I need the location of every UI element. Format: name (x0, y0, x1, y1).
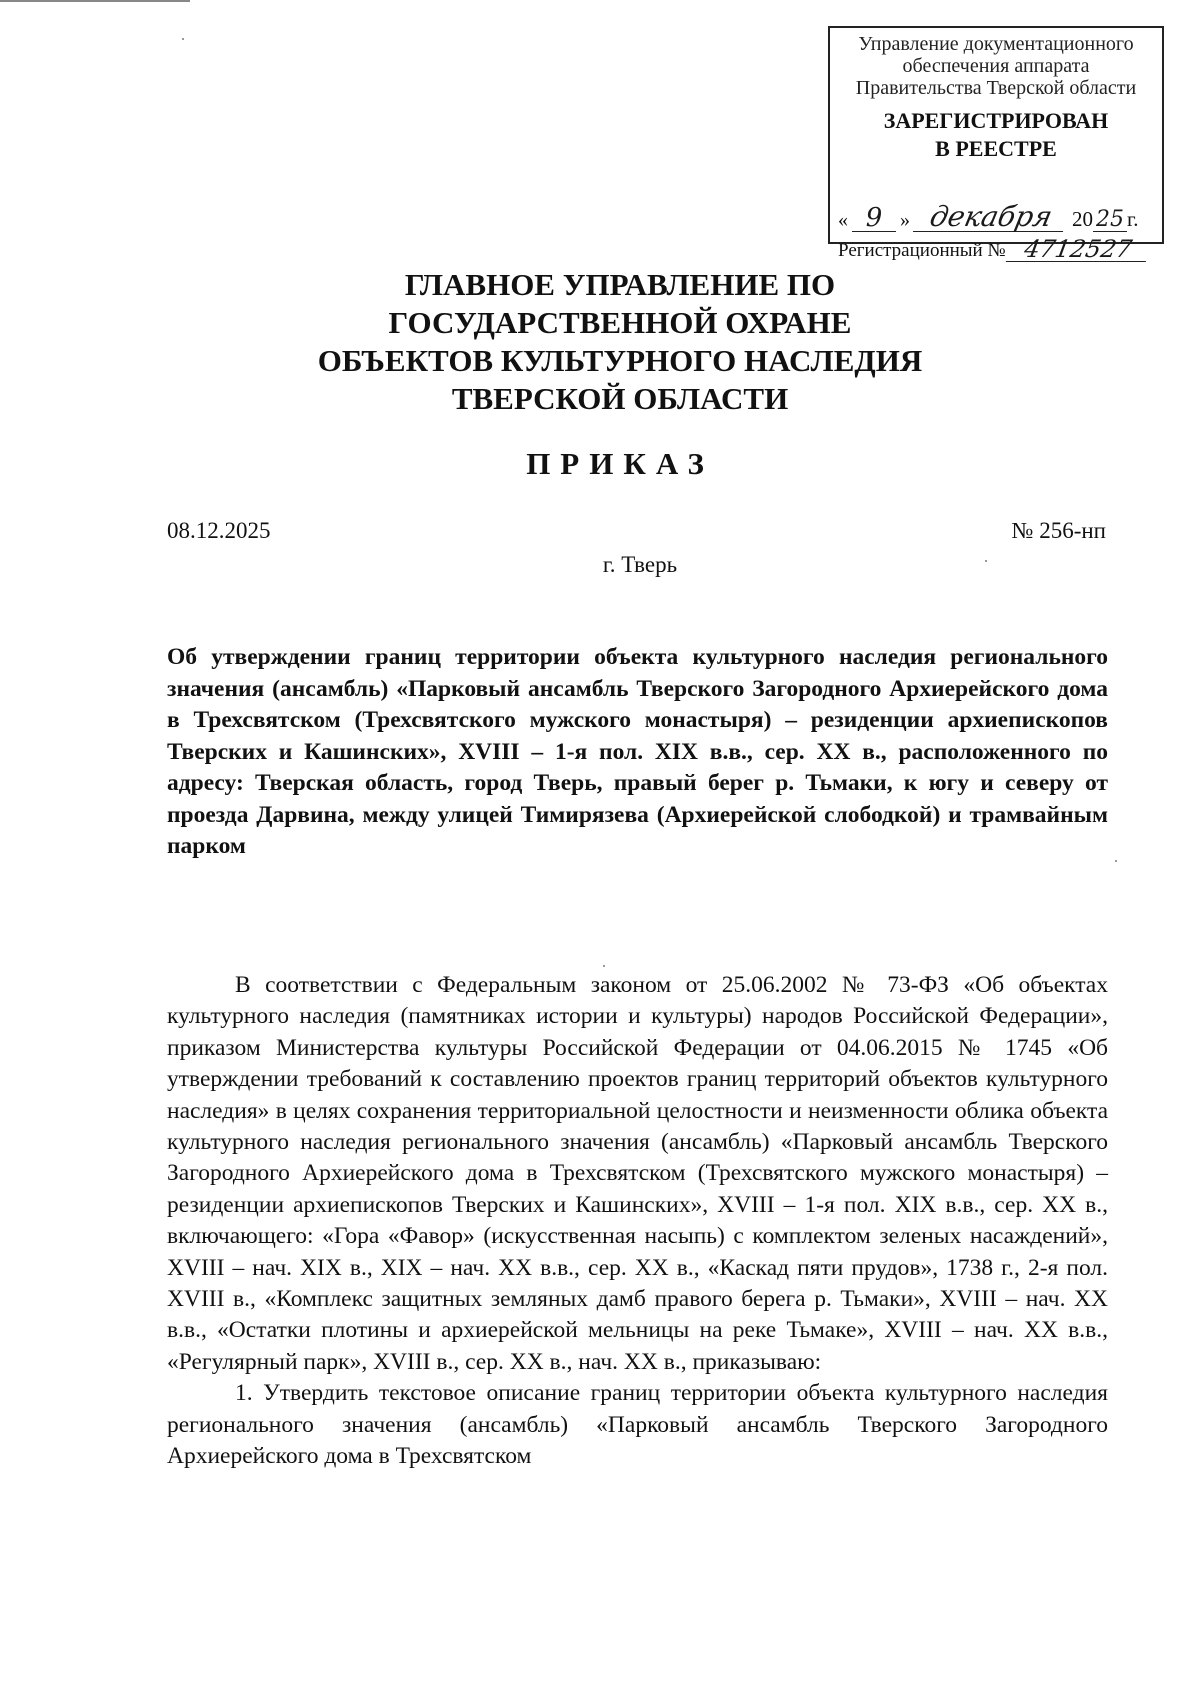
document-date: 08.12.2025 (167, 518, 271, 543)
stamp-reg-number: 4712527 (1005, 237, 1149, 262)
stamp-year-prefix: 20 (1072, 207, 1093, 231)
stamp-open-quote: « (838, 209, 848, 231)
scan-speck (985, 560, 987, 562)
stamp-month: декабря (913, 203, 1069, 232)
stamp-day: 9 (852, 205, 896, 232)
scan-speck (603, 965, 605, 967)
body-paragraph: 1. Утвердить текстовое описание границ территории объекта культурного наследия регионального значения (ансамбль) «Парковый ансамбль Тверского Загородного Архиерейского дома в Трехсвятском (167, 1380, 1108, 1470)
stamp-year-mark: г. (1127, 207, 1139, 231)
stamp-year-suffix: 25 (1093, 209, 1127, 232)
document-type: ПРИКАЗ (526, 446, 714, 481)
org-line: ГЛАВНОЕ УПРАВЛЕНИЕ ПО (404, 267, 836, 302)
stamp-reg-label: Регистрационный № (838, 240, 1006, 261)
document-city: г. Тверь (602, 552, 678, 577)
document-subject: Об утверждении границ территории объекта культурного наследия регионального значения (ансамбль) «Парковый ансамбль Тверского Загородного Архиерейского дома в Трехсвятском (Трехсвятского мужского монастыря) – резиденции архиепископов Тверских и Кашинских», XVIII – 1-я пол. XIX в.в., сер. XX в., расположенного по адресу: Тверская область, город Тверь, правый берег р. Тьмаки, к югу и северу от проезда Дарвина, между улицей Тимирязева (Архиерейской слободкой) и трамвайным парком (167, 644, 1108, 859)
organization-name (240, 266, 1000, 418)
org-line: ОБЪЕКТОВ КУЛЬТУРНОГО НАСЛЕДИЯ (317, 343, 923, 378)
stamp-number-line (838, 232, 1154, 262)
stamp-registered-line: В РЕЕСТРЕ (935, 136, 1057, 161)
body-paragraph: В соответствии с Федеральным законом от 25.06.2002 № 73-ФЗ «Об объектах культурного наследия (памятниках истории и культуры) народов Российской Федерации», приказом Министерства культуры Российской Федерации от 04.06.2015 № 1745 «Об утверждении требований к составлению проектов границ территорий объектов культурного наследия» в целях сохранения территориальной целостности и неизменности облика объекта культурного наследия регионального значения (ансамбль) «Парковый ансамбль Тверского Загородного Архиерейского дома в Трехсвятском (Трехсвятского мужского монастыря) – резиденции архиепископов Тверских и Кашинских», XVIII – 1-я пол. XIX в.в., сер. XX в., включающего: «Гора «Фавор» (искусственная насыпь) с комплектом зеленых насаждений», XVIII – нач. XIX в., XIX – нач. XX в.в., сер. XX в., «Каскад пяти прудов», 1738 г., 2-я пол. XVIII в., «Комплекс защитных земляных дамб правого берега р. Тьмаки», XVIII – нач. XX в.в., «Остатки плотины и архиерейской мельницы на реке Тьмаке», XVIII – нач. XX в.в., «Регулярный парк», XVIII в., сер. XX в., нач. XX в., приказываю: (167, 972, 1108, 1375)
stamp-registered (830, 107, 1162, 163)
stamp-department (830, 33, 1162, 99)
stamp-dept-line: обеспечения аппарата (902, 55, 1090, 77)
stamp-date-line (838, 198, 1154, 232)
org-line: ГОСУДАРСТВЕННОЙ ОХРАНЕ (388, 305, 852, 340)
org-line: ТВЕРСКОЙ ОБЛАСТИ (451, 381, 789, 416)
scan-speck (1115, 860, 1117, 862)
document-body (167, 970, 1108, 1473)
scan-edge-line (0, 0, 190, 2)
stamp-dept-line: Правительства Тверской области (855, 77, 1137, 99)
scan-speck (182, 38, 184, 40)
stamp-registered-line: ЗАРЕГИСТРИРОВАН (883, 108, 1109, 133)
stamp-dept-line: Управление документационного (858, 33, 1134, 55)
registration-stamp (828, 26, 1164, 263)
document-number: № 256-нп (1011, 518, 1106, 543)
stamp-close-quote: » (900, 209, 910, 231)
